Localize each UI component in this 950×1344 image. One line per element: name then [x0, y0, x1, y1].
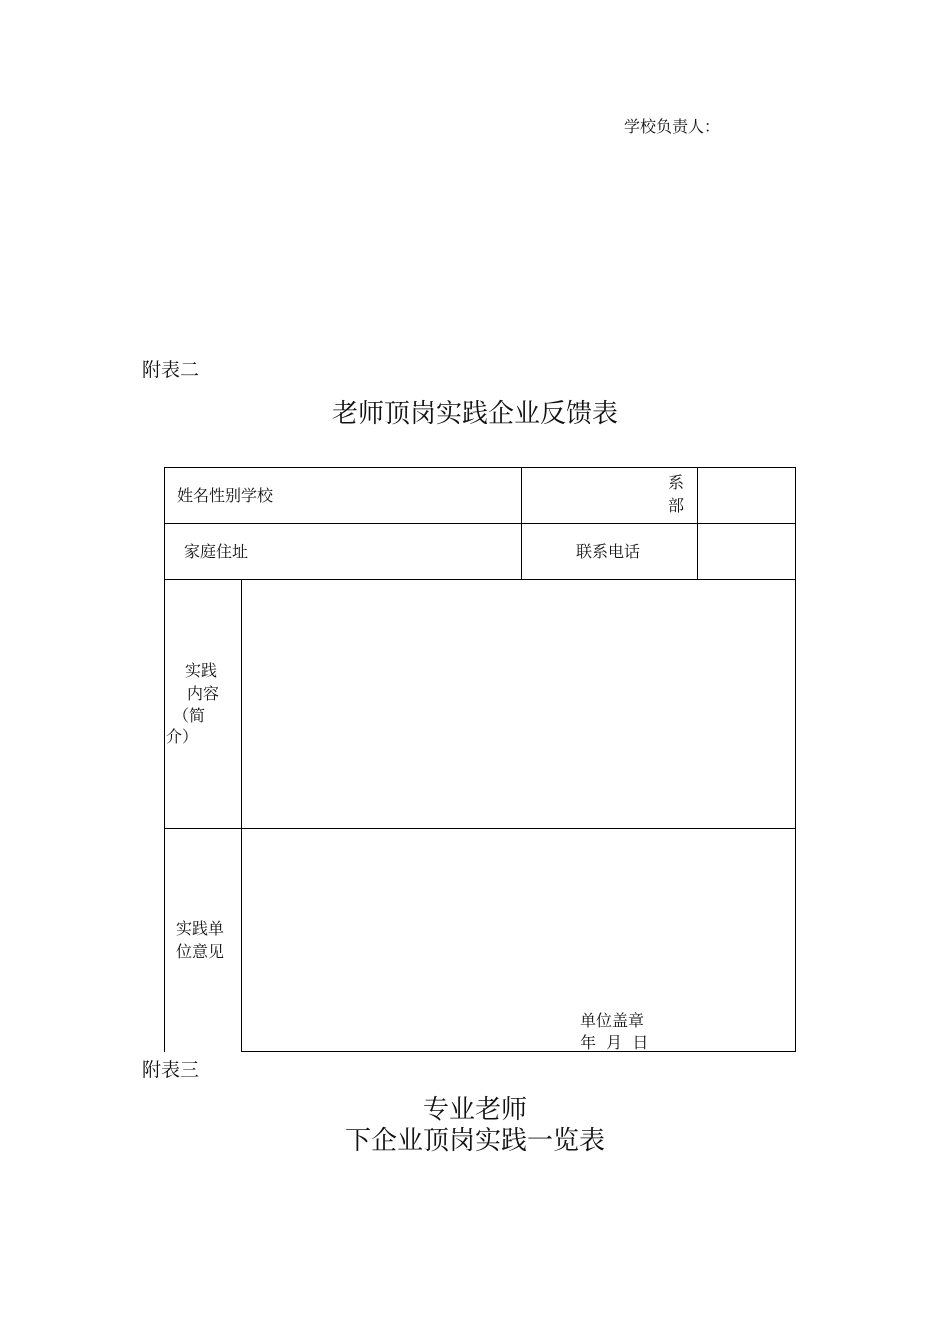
table-row-divider — [164, 523, 796, 524]
table-border-right — [795, 467, 796, 1052]
phone-field[interactable] — [707, 529, 787, 573]
unit-opinion-label: 实践单 — [176, 919, 225, 938]
date-label: 年 月 日 — [580, 1033, 649, 1052]
school-principal-label: 学校负责人： — [624, 117, 721, 136]
table-row-divider — [164, 828, 796, 829]
name-gender-school-label: 姓名性别学校 — [177, 486, 274, 505]
unit-seal-label: 单位盖章 — [580, 1011, 645, 1030]
table-row-divider — [164, 579, 796, 580]
appendix-3-label: 附表三 — [142, 1059, 200, 1081]
phone-label: 联系电话 — [576, 542, 641, 561]
department-label-char2: 部 — [668, 496, 685, 515]
practice-content-field[interactable] — [250, 588, 785, 820]
department-field[interactable] — [707, 473, 787, 517]
unit-opinion-field[interactable] — [250, 836, 785, 1006]
practice-content-label: （简 — [173, 706, 206, 725]
table-col-divider — [241, 579, 242, 1052]
list-title-line2: 下企业顶岗实践一览表 — [344, 1126, 605, 1156]
appendix-2-label: 附表二 — [142, 359, 200, 381]
department-label-char1: 系 — [668, 473, 685, 492]
table-col-divider — [697, 467, 698, 580]
table-border-left — [164, 467, 165, 1052]
table-border-top — [164, 467, 796, 468]
table-col-divider — [521, 467, 522, 580]
practice-content-label: 内容 — [187, 684, 220, 703]
practice-content-label: 实践 — [185, 661, 218, 680]
list-title-line1: 专业老师 — [422, 1095, 527, 1125]
table-border-bottom — [241, 1051, 796, 1052]
practice-content-label: 介） — [166, 727, 199, 746]
unit-opinion-label: 位意见 — [176, 942, 225, 961]
form-title: 老师顶岗实践企业反馈表 — [331, 399, 618, 429]
home-address-label: 家庭住址 — [184, 542, 249, 561]
